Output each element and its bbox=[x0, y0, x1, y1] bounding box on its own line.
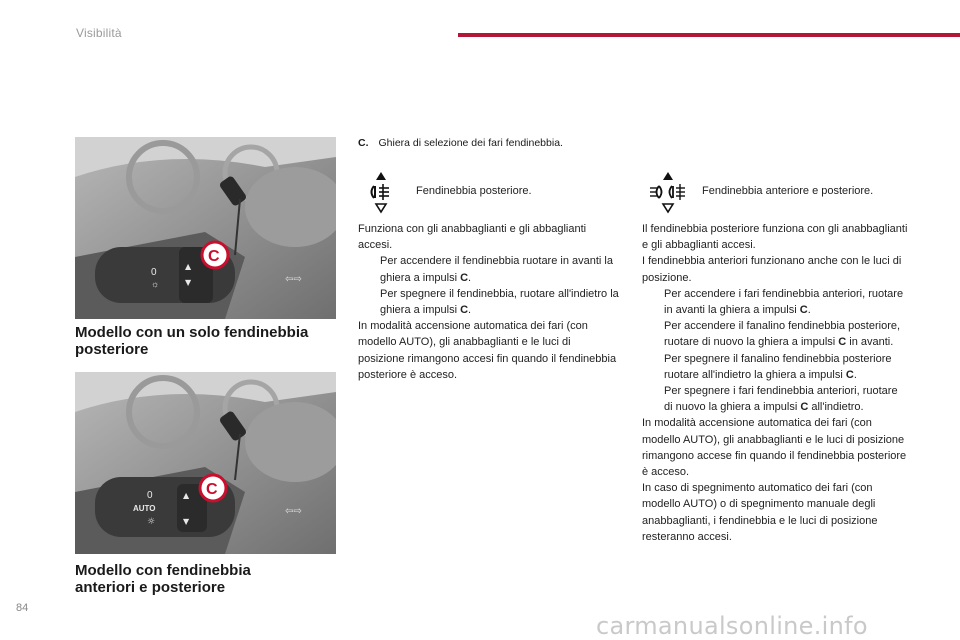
svg-text:0: 0 bbox=[151, 267, 157, 278]
stalk-photo-rear-fog bbox=[75, 137, 336, 319]
rear-fog-intro: Funziona con gli anabbaglianti e gli abbaglianti accesi. bbox=[358, 223, 587, 252]
svg-text:⇦⇨: ⇦⇨ bbox=[285, 506, 302, 517]
rear-fog-caption: Fendinebbia posteriore. bbox=[416, 185, 532, 197]
rear-fog-outro: In modalità accensione automatica dei fari (con modello AUTO), gli anabbaglianti e le luci di posizione rimangono accesi fin quando il fendinebbia posteriore è acceso. bbox=[358, 320, 617, 381]
stalk-photo-front-rear-fog bbox=[75, 372, 336, 554]
svg-text:▼: ▼ bbox=[183, 517, 190, 526]
front-rear-fog-body bbox=[642, 221, 908, 545]
front-rear-outro2: In caso di spegnimento automatico dei fari (con modello AUTO) o di spegnimento manuale degli anabbaglianti, i fendinebbia e le luci di posizione resteranno accesi. bbox=[642, 482, 878, 543]
front-rear-fog-icon bbox=[648, 170, 688, 214]
switch-auto-label: AUTO bbox=[133, 504, 156, 513]
svg-text:▲: ▲ bbox=[185, 262, 192, 271]
list-item: Per accendere il fanalino fendinebbia posteriore, ruotare di nuovo la ghiera a impulsi C in avanti. bbox=[664, 320, 901, 349]
callout-c-2: C bbox=[206, 481, 218, 498]
svg-text:☼: ☼ bbox=[151, 279, 160, 289]
model-title-rear-fog: Modello con un solo fendinebbia posteriore bbox=[75, 324, 309, 358]
svg-text:⇦⇨: ⇦⇨ bbox=[285, 274, 302, 285]
header-accent-rule bbox=[458, 33, 960, 37]
svg-text:▼: ▼ bbox=[185, 278, 192, 287]
list-item: Per spegnere il fendinebbia, ruotare all'indietro la ghiera a impulsi C. bbox=[380, 287, 619, 317]
svg-text:☼: ☼ bbox=[147, 517, 156, 527]
list-item: Per accendere il fendinebbia ruotare in avanti la ghiera a impulsi C. bbox=[380, 255, 613, 284]
front-rear-intro2: I fendinebbia anteriori funzionano anche con le luci di posizione. bbox=[642, 255, 902, 284]
page-number: 84 bbox=[16, 602, 29, 614]
callout-letter: C. bbox=[358, 137, 369, 149]
list-item: Per accendere i fari fendinebbia anteriori, ruotare in avanti la ghiera a impulsi C. bbox=[664, 287, 904, 317]
rear-fog-icon bbox=[366, 170, 396, 214]
front-rear-outro1: In modalità accensione automatica dei fari (con modello AUTO), gli anabbaglianti e le luci di posizione rimangono accese fin quando il fendinebbia posteriore è acceso. bbox=[642, 417, 907, 479]
list-item: Per spegnere i fari fendinebbia anteriori, ruotare di nuovo la ghiera a impulsi C all'indietro. bbox=[664, 385, 898, 414]
rear-fog-body bbox=[358, 221, 620, 383]
callout-legend bbox=[358, 137, 563, 149]
svg-text:0: 0 bbox=[147, 490, 153, 501]
callout-text: Ghiera di selezione dei fari fendinebbia. bbox=[378, 137, 563, 149]
callout-c-1: C bbox=[208, 248, 220, 265]
watermark: carmanualsonline.info bbox=[596, 612, 868, 640]
front-rear-fog-caption: Fendinebbia anteriore e posteriore. bbox=[702, 185, 874, 197]
svg-text:▲: ▲ bbox=[183, 491, 190, 500]
list-item: Per spegnere il fanalino fendinebbia posteriore ruotare all'indietro la ghiera a impulsi C. bbox=[664, 352, 892, 381]
front-rear-intro: Il fendinebbia posteriore funziona con gli anabbaglianti e gli abbaglianti accesi. bbox=[642, 223, 908, 252]
model-title-front-rear-fog: Modello con fendinebbia anteriori e posteriore bbox=[75, 562, 251, 596]
section-title: Visibilità bbox=[76, 26, 122, 40]
